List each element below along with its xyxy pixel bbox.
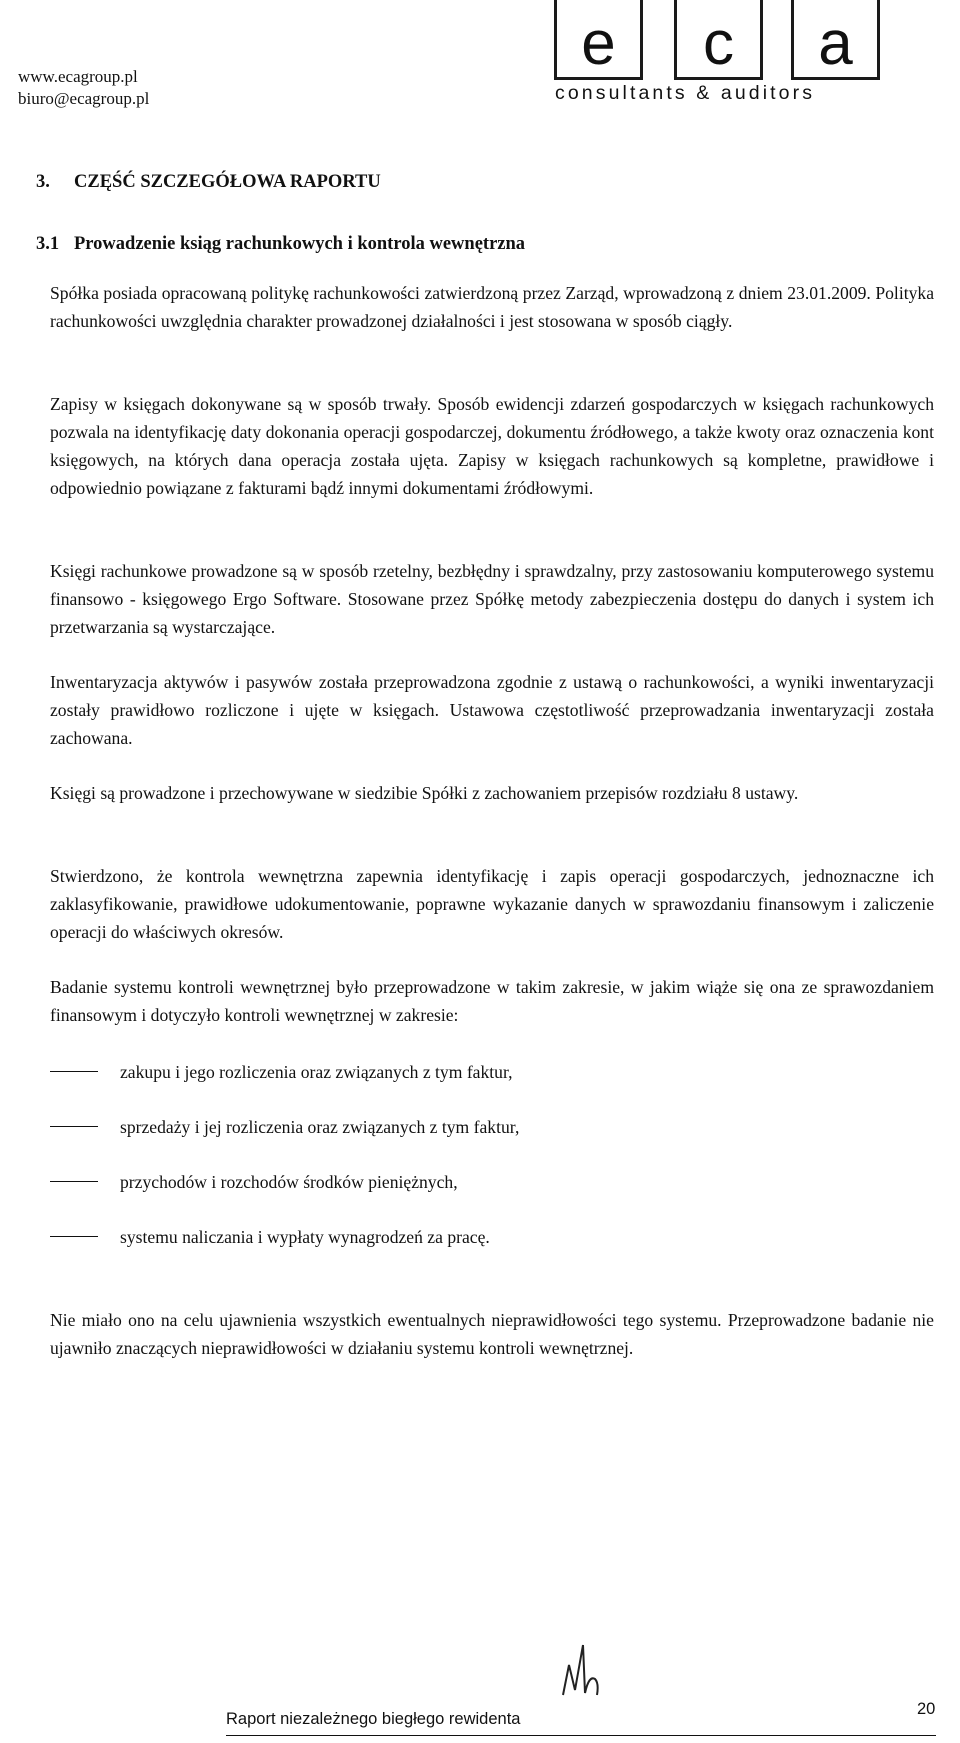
- subsection-title: Prowadzenie ksiąg rachunkowych i kontrola wewnętrzna: [74, 234, 526, 254]
- subsection-number: 3.1: [36, 234, 60, 254]
- logo-box-c: [674, 0, 763, 80]
- paragraph-books-storage: Księgi są prowadzone i przechowywane w siedzibie Spółki z zachowaniem przepisów rozdziału 8 ustawy.: [50, 783, 799, 803]
- logo-letter-a: a: [818, 9, 853, 78]
- section-heading: [36, 168, 381, 196]
- list-item-text: przychodów i rozchodów środków pieniężnych,: [120, 1172, 458, 1192]
- paragraph-inventory: Inwentaryzacja aktywów i pasywów została przeprowadzona zgodnie z ustawą o rachunkowości, a wyniki inwentaryzacji zostały prawidłowo rozliczone i ujęte w księgach. Ustawowa częstotliwość przeprowadzania inwentaryzacji została zachowana.: [50, 672, 934, 748]
- paragraph-internal-control: Stwierdzono, że kontrola wewnętrzna zapewnia identyfikację i zapis operacji gospodarczych, jednoznaczne ich zaklasyfikowanie, prawidłowe udokumentowanie, poprawne wykazanie danych w sprawozdaniu finansowym i zaliczenie operacji do właściwych okresów.: [50, 866, 934, 942]
- logo-letter-e: e: [581, 9, 616, 78]
- paragraph-ledger-entries: Zapisy w księgach dokonywane są w sposób trwały. Sposób ewidencji zdarzeń gospodarczych w księgach rachunkowych pozwala na identyfikację daty dokonania operacji gospodarczej, dokumentu źródłowego, a także kwoty oraz oznaczenia kont księgowych, na których dana operacja została ujęta. Zapisy w księgach rachunkowych są kompletne, prawidłowe i odpowiednio powiązane z fakturami bądź innymi dokumentami źródłowymi.: [50, 394, 934, 498]
- dash-bullet: [50, 1126, 98, 1127]
- subsection-heading: [36, 230, 525, 258]
- signature-initials: [555, 1635, 615, 1705]
- section-number: 3.: [36, 172, 50, 192]
- list-item-text: systemu naliczania i wypłaty wynagrodzeń za pracę.: [120, 1227, 490, 1247]
- dash-bullet: [50, 1181, 98, 1182]
- footer-rule: [226, 1735, 936, 1736]
- page-number: 20: [917, 1700, 936, 1718]
- logo-tagline: consultants & auditors: [555, 82, 816, 104]
- list-item: [50, 1113, 934, 1141]
- paragraph-accounting-policy: Spółka posiada opracowaną politykę rachunkowości zatwierdzoną przez Zarząd, wprowadzoną z dniem 23.01.2009. Polityka rachunkowości uwzględnia charakter prowadzonej działalności i jest stosowana w sposób ciągły.: [50, 283, 934, 331]
- paragraph-control-scope: Badanie systemu kontroli wewnętrznej było przeprowadzone w takim zakresie, w jakim wiąże się ona ze sprawozdaniem finansowym i dotyczyło kontroli wewnętrznej w zakresie:: [50, 977, 934, 1025]
- list-item-text: sprzedaży i jej rozliczenia oraz związanych z tym faktur,: [120, 1117, 520, 1137]
- logo-letter-c: c: [703, 9, 734, 78]
- list-item: [50, 1168, 934, 1196]
- section-title: CZĘŚĆ SZCZEGÓŁOWA RAPORTU: [74, 172, 381, 192]
- logo-box-e: [554, 0, 643, 80]
- footer-title: Raport niezależnego biegłego rewidenta: [226, 1710, 521, 1728]
- list-item-text: zakupu i jego rozliczenia oraz związanych z tym faktur,: [120, 1062, 513, 1082]
- email-link[interactable]: biuro@ecagroup.pl: [18, 89, 150, 108]
- list-item: [50, 1223, 934, 1251]
- dash-bullet: [50, 1071, 98, 1072]
- logo-box-a: [791, 0, 880, 80]
- contact-info: [18, 66, 149, 110]
- list-item: [50, 1058, 934, 1086]
- paragraph-books-reliability: Księgi rachunkowe prowadzone są w sposób rzetelny, bezbłędny i sprawdzalny, przy zastosowaniu komputerowego systemu finansowo - księgowego Ergo Software. Stosowane przez Spółkę metody zabezpieczenia dostępu do danych i system ich przetwarzania są wystarczające.: [50, 561, 934, 637]
- website-link[interactable]: www.ecagroup.pl: [18, 67, 138, 86]
- dash-bullet: [50, 1236, 98, 1237]
- paragraph-closing: Nie miało ono na celu ujawnienia wszystkich ewentualnych nieprawidłowości tego systemu. Przeprowadzone badanie nie ujawniło znaczących nieprawidłowości w działaniu systemu kontroli wewnętrznej.: [50, 1310, 934, 1358]
- eca-logo: [555, 0, 960, 110]
